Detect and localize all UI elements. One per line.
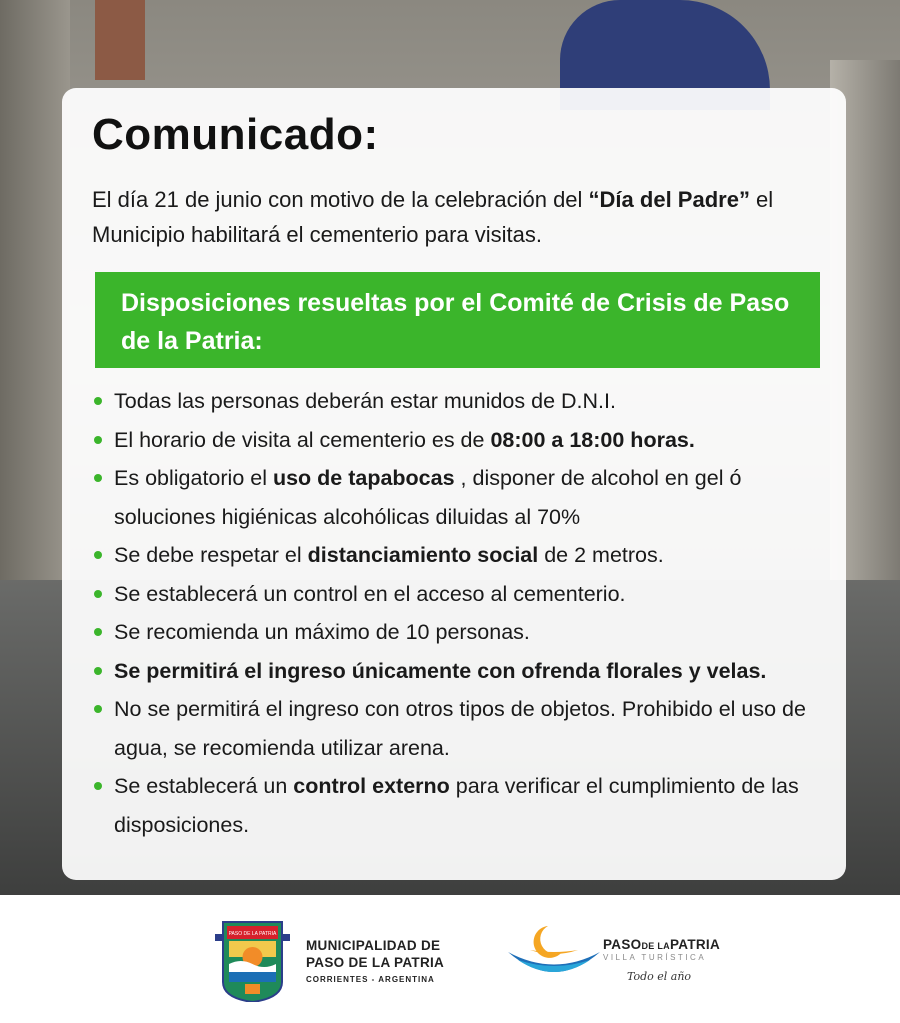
tourism-tagline: Todo el año bbox=[627, 970, 692, 983]
text-segment: el Municipio habilitará el cementerio para visitas. bbox=[92, 187, 774, 247]
text-segment: Se debe respetar el bbox=[114, 543, 308, 567]
rules-list bbox=[92, 382, 832, 844]
shield-text: PASO DE LA PATRIA bbox=[228, 931, 277, 937]
text-segment: El horario de visita al cementerio es de bbox=[114, 427, 491, 452]
tourism-subtitle: VILLA TURÍSTICA bbox=[603, 953, 707, 962]
text-segment: Se recomienda un máximo de 10 personas. bbox=[114, 620, 530, 644]
text-segment: No se permitirá el ingreso con otros tipos de objetos. Prohibido el uso de agua, se recomienda utilizar arena. bbox=[114, 697, 806, 760]
bullet-dot-icon bbox=[94, 705, 102, 713]
rule-list-item bbox=[92, 536, 832, 575]
rule-list-item bbox=[92, 613, 832, 652]
rule-list-item bbox=[92, 652, 832, 691]
bold-text-segment: distanciamiento social bbox=[307, 543, 539, 567]
text-segment: de 2 metros. bbox=[538, 543, 664, 567]
bold-text-segment: uso de tapabocas bbox=[272, 466, 455, 490]
bullet-dot-icon bbox=[94, 474, 102, 482]
text-segment: , disponer de alcohol en gel ó soluciones higiénicas alcohólicas diluidas al 70% bbox=[114, 466, 742, 529]
banner-title: Disposiciones resueltas por el Comité de Crisis de Paso de la Patria: bbox=[121, 289, 790, 355]
text-segment: para verificar el cumplimiento de las disposiciones. bbox=[114, 774, 799, 837]
bullet-dot-icon bbox=[94, 628, 102, 636]
rule-list-item bbox=[92, 767, 832, 844]
rule-list-item bbox=[92, 690, 832, 767]
municipality-line1: MUNICIPALIDAD DE bbox=[306, 938, 441, 953]
municipal-shield-logo bbox=[215, 920, 290, 1002]
tourism-brand-name: PASODE LAPATRIA bbox=[603, 937, 721, 952]
text-segment: El día 21 de junio con motivo de la celebración del bbox=[92, 187, 589, 212]
rule-list-item bbox=[92, 382, 832, 421]
page-title: Comunicado: bbox=[92, 110, 379, 159]
dispositions-banner bbox=[95, 272, 820, 368]
bold-text-segment: control externo bbox=[293, 774, 450, 798]
municipality-line3: CORRIENTES - ARGENTINA bbox=[306, 975, 435, 984]
text-segment: Es obligatorio el bbox=[114, 466, 273, 490]
bold-text-segment: “Día del Padre” bbox=[588, 187, 750, 212]
bullet-dot-icon bbox=[94, 397, 102, 405]
paso-de-la-patria-sun-wave-logo bbox=[508, 922, 600, 992]
bullet-dot-icon bbox=[94, 782, 102, 790]
bold-text-segment: Se permitirá el ingreso únicamente con ofrenda florales y velas. bbox=[114, 658, 767, 683]
bullet-dot-icon bbox=[94, 436, 102, 444]
bullet-dot-icon bbox=[94, 551, 102, 559]
text-segment: Se establecerá un bbox=[114, 774, 294, 798]
bold-text-segment: 08:00 a 18:00 horas. bbox=[490, 427, 695, 452]
bullet-dot-icon bbox=[94, 667, 102, 675]
rule-list-item bbox=[92, 421, 832, 460]
municipality-line2: PASO DE LA PATRIA bbox=[306, 955, 445, 970]
rule-list-item bbox=[92, 575, 832, 614]
background-brick bbox=[95, 0, 145, 80]
text-segment: Todas las personas deberán estar munidos de D.N.I. bbox=[114, 389, 616, 413]
footer bbox=[0, 895, 900, 1023]
municipality-name bbox=[306, 937, 444, 988]
intro-paragraph bbox=[92, 182, 832, 252]
rule-list-item bbox=[92, 459, 832, 536]
tourism-brand bbox=[603, 937, 720, 983]
bullet-dot-icon bbox=[94, 590, 102, 598]
text-segment: Se establecerá un control en el acceso al cementerio. bbox=[114, 581, 626, 606]
